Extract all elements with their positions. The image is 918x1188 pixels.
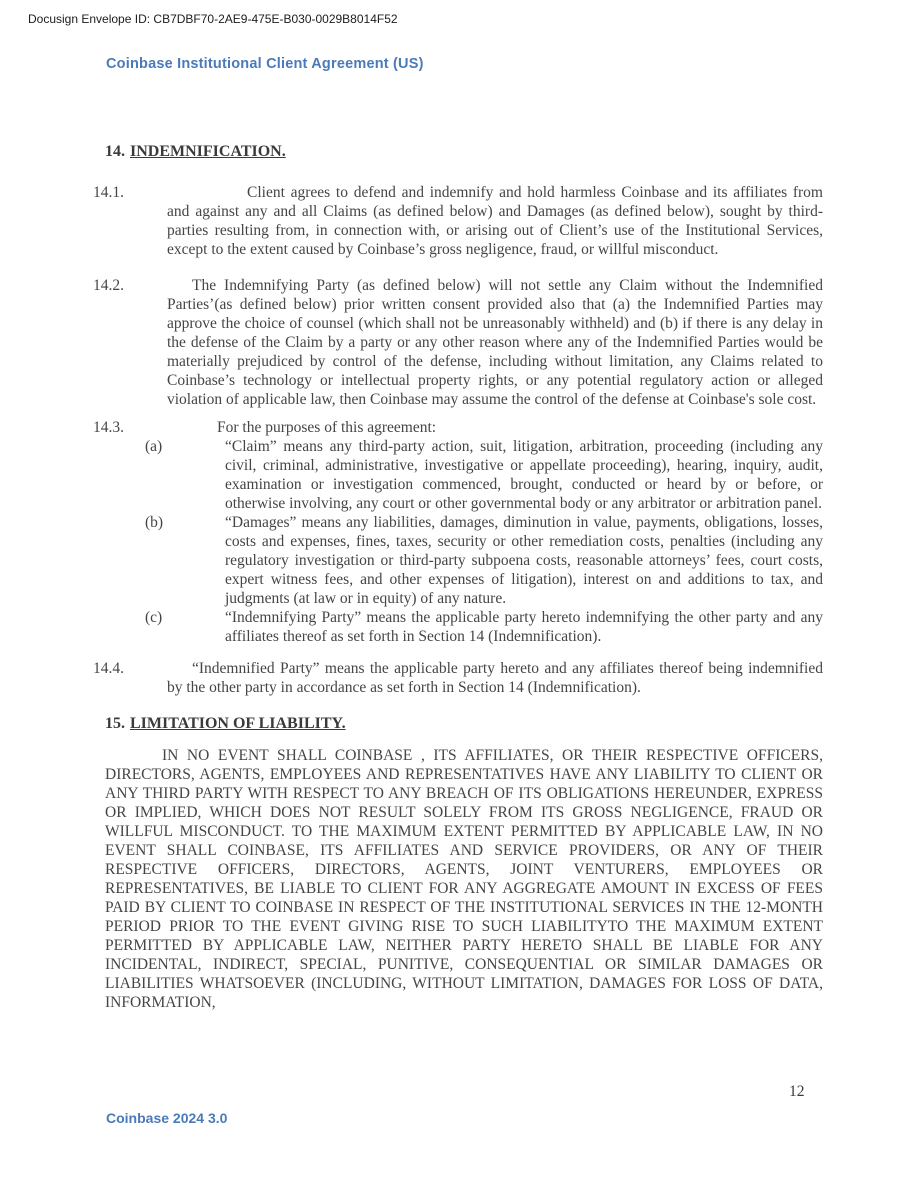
document-title: Coinbase Institutional Client Agreement (US) bbox=[106, 56, 424, 72]
page-number: 12 bbox=[789, 1083, 805, 1100]
definitions-list bbox=[105, 437, 823, 646]
paragraph-14-4 bbox=[93, 659, 823, 697]
paragraph-14-1-number: 14.1. bbox=[93, 184, 124, 201]
section-14-number: 14. bbox=[105, 143, 125, 160]
paragraph-14-1-text: Client agrees to defend and indemnify and hold harmless Coinbase and its affiliates from and against any and all Claims (as defined below) and Damages (as defined below), sought by third-parties resulting from, in connection with, or arising out of Client’s use of the Institutional Services, except to the extent caused by Coinbase’s gross negligence, fraud, or willful misconduct. bbox=[167, 184, 823, 258]
paragraph-14-3 bbox=[93, 418, 823, 437]
paragraph-14-4-text: “Indemnified Party” means the applicable party hereto and any affiliates thereof being indemnified by the other party in accordance as set forth in Section 14 (Indemnification). bbox=[167, 660, 823, 696]
paragraph-14-2 bbox=[93, 276, 823, 409]
document-body bbox=[93, 142, 823, 1012]
section-14-heading bbox=[105, 142, 823, 161]
definition-item-claim bbox=[105, 437, 823, 513]
definition-label-a: (a) bbox=[145, 438, 163, 455]
section-15-number: 15. bbox=[105, 715, 125, 732]
footer-brand: Coinbase 2024 3.0 bbox=[106, 1110, 228, 1126]
definition-label-c: (c) bbox=[145, 609, 163, 626]
paragraph-14-4-number: 14.4. bbox=[93, 660, 124, 677]
paragraph-14-2-text: The Indemnifying Party (as defined below) will not settle any Claim without the Indemnified Parties’(as defined below) prior written consent provided also that (a) the Indemnified Parties may approve the choice of counsel (which shall not be unreasonably withheld) and (b) if there is any delay in the defense of the Claim by a party or any other reason where any of the Indemnified Parties would be materially prejudiced by control of the defense, including without limitation, any Claims related to Coinbase’s technology or intellectual property rights, or any potential regulatory action or alleged violation of applicable law, then Coinbase may assume the control of the defense at Coinbase's sole cost. bbox=[167, 277, 823, 408]
docusign-envelope-id: Docusign Envelope ID: CB7DBF70-2AE9-475E-B030-0029B8014F52 bbox=[28, 12, 398, 26]
paragraph-14-3-number: 14.3. bbox=[93, 419, 124, 436]
section-14-title: INDEMNIFICATION. bbox=[130, 143, 286, 160]
section-15-title: LIMITATION OF LIABILITY. bbox=[130, 715, 346, 732]
definition-item-damages bbox=[105, 513, 823, 608]
section-15-heading bbox=[105, 714, 823, 733]
definition-text-a: “Claim” means any third-party action, suit, litigation, arbitration, proceeding (including any civil, criminal, administrative, investigative or appellate proceeding), hearing, inquiry, audit, examination or investigation commenced, brought, conducted or heard by or before, or otherwise involving, any court or other governmental body or any arbitrator or arbitration panel. bbox=[225, 438, 823, 512]
limitation-of-liability-text: IN NO EVENT SHALL COINBASE , ITS AFFILIATES, OR THEIR RESPECTIVE OFFICERS, DIRECTORS, AGENTS, EMPLOYEES AND REPRESENTATIVES HAVE ANY LIABILITY TO CLIENT OR ANY THIRD PARTY WITH RESPECT TO ANY BREACH OF ITS OBLIGATIONS HEREUNDER, EXPRESS OR IMPLIED, WHICH DOES NOT RESULT SOLELY FROM ITS GROSS NEGLIGENCE, FRAUD OR WILLFUL MISCONDUCT. TO THE MAXIMUM EXTENT PERMITTED BY APPLICABLE LAW, IN NO EVENT SHALL COINBASE, ITS AFFILIATES AND SERVICE PROVIDERS, OR ANY OF THEIR RESPECTIVE OFFICERS, DIRECTORS, AGENTS, JOINT VENTURERS, EMPLOYEES OR REPRESENTATIVES, BE LIABLE TO CLIENT FOR ANY AGGREGATE AMOUNT IN EXCESS OF FEES PAID BY CLIENT TO COINBASE IN RESPECT OF THE INSTITUTIONAL SERVICES IN THE 12-MONTH PERIOD PRIOR TO THE EVENT GIVING RISE TO SUCH LIABILITYTO THE MAXIMUM EXTENT PERMITTED BY APPLICABLE LAW, NEITHER PARTY HERETO SHALL BE LIABLE FOR ANY INCIDENTAL, INDIRECT, SPECIAL, PUNITIVE, CONSEQUENTIAL OR SIMILAR DAMAGES OR LIABILITIES WHATSOEVER (INCLUDING, WITHOUT LIMITATION, DAMAGES FOR LOSS OF DATA, INFORMATION, bbox=[105, 747, 823, 1011]
definition-text-b: “Damages” means any liabilities, damages, diminution in value, payments, obligations, losses, costs and expenses, fines, taxes, security or other remediation costs, penalties (including any regulatory investigation or third-party subpoena costs, reasonable attorneys’ fees, court costs, expert witness fees, and other expenses of litigation), interest on and additions to tax, and judgments (at law or in equity) of any nature. bbox=[225, 514, 823, 607]
paragraph-14-3-text: For the purposes of this agreement: bbox=[217, 419, 437, 436]
paragraph-14-1 bbox=[93, 183, 823, 259]
definition-label-b: (b) bbox=[145, 514, 164, 531]
paragraph-14-2-number: 14.2. bbox=[93, 277, 124, 294]
definition-text-c: “Indemnifying Party” means the applicable party hereto indemnifying the other party and any affiliates thereof as set forth in Section 14 (Indemnification). bbox=[225, 609, 823, 645]
definition-item-indemnifying-party bbox=[105, 608, 823, 646]
